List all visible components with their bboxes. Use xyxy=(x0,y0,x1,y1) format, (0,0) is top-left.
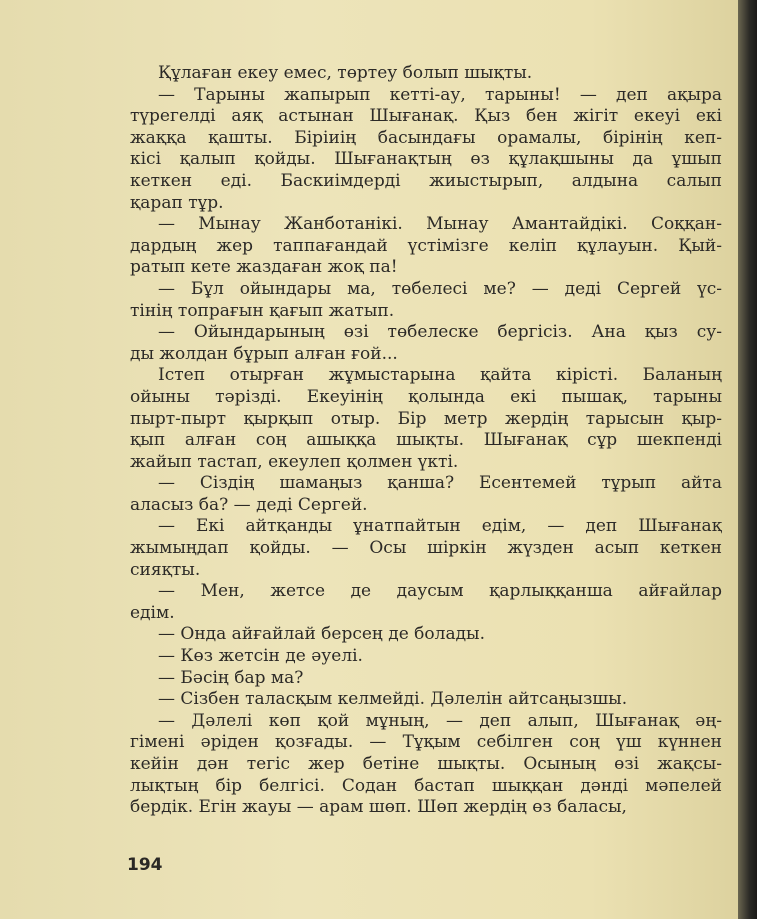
text-line: — Тарыны жапырып кетті-ау, тарыны! — деп ақыра xyxy=(158,84,722,105)
text-line: — Екі айтқанды ұнатпайтын едім, — деп Шығанақ xyxy=(158,516,722,537)
text-line: лықтың бір белгісі. Содан бастап шыққан дәнді мәпелей xyxy=(130,775,722,796)
text-line: — Ойындарының өзі төбелеске бергісіз. Ана қыз су- xyxy=(158,322,722,343)
paragraph xyxy=(130,279,722,322)
text-line: бердік. Егін жауы — арам шөп. Шөп жердің өз баласы, xyxy=(130,797,627,818)
page-edge xyxy=(738,0,757,919)
text-line: қарап тұр. xyxy=(130,192,224,213)
text-line: жайып тастап, екеулеп қолмен үкті. xyxy=(130,451,459,472)
text-line: жымыңдап қойды. — Осы шіркін жүзден асып кеткен xyxy=(130,538,722,559)
text-line: — Көз жетсін де әуелі. xyxy=(158,646,363,667)
text-line: пырт-пырт қырқып отыр. Бір метр жердің тарысын қыр- xyxy=(130,408,722,429)
paragraph xyxy=(130,322,722,365)
text-line: кеткен еді. Баскиімдерді жиыстырып, алдына салып xyxy=(130,170,722,191)
text-line: — Онда айғайлай берсең де болады. xyxy=(158,624,485,645)
text-line: түрегелді аяқ астынан Шығанақ. Қыз бен жігіт екеуі екі xyxy=(130,106,722,127)
paragraph xyxy=(130,516,722,581)
text-line: — Бұл ойындары ма, төбелесі ме? — деді Сергей үс- xyxy=(158,278,722,299)
paragraph xyxy=(130,85,722,215)
text-line: аласыз ба? — деді Сергей. xyxy=(130,494,368,515)
paragraph xyxy=(130,365,722,473)
text-line: — Сізбен таласқым келмейді. Дәлелін айтсаңызшы. xyxy=(158,689,628,710)
text-line: тінің топрағын қағып жатып. xyxy=(130,300,395,321)
paragraph xyxy=(130,711,722,819)
text-line: — Мен, жетсе де даусым қарлыққанша айғайлар xyxy=(158,581,722,602)
text-line: — Мынау Жанботанікі. Мынау Амантайдікі. Соққан- xyxy=(158,214,722,235)
text-line: қып алған соң ашыққа шықты. Шығанақ сұр шекпенді xyxy=(130,430,722,451)
text-line: дардың жер таппағандай үстімізге келіп құлауын. Қый- xyxy=(130,235,722,256)
text-line: сияқты. xyxy=(130,559,201,580)
paragraph xyxy=(130,581,722,624)
text-line: ратып кете жаздаған жоқ па! xyxy=(130,257,398,278)
text-line: — Дәлелі көп қой мұның, — деп алып, Шығанақ әң- xyxy=(158,710,722,731)
text-line: — Бәсің бар ма? xyxy=(158,667,304,688)
text-line: Істеп отырған жұмыстарына қайта кірісті. Баланың xyxy=(158,365,722,386)
paragraph xyxy=(130,624,722,646)
text-line: едім. xyxy=(130,602,175,623)
paragraph xyxy=(130,646,722,668)
text-line: ды жолдан бұрып алған ғой... xyxy=(130,343,398,364)
text-line: — Сіздің шамаңыз қанша? Есентемей тұрып айта xyxy=(158,473,722,494)
text-line: кісі қалып қойды. Шығанақтың өз құлақшыны да ұшып xyxy=(130,149,722,170)
text-line: Құлаған екеу емес, төртеу болып шықты. xyxy=(158,63,533,83)
text-line: жаққа қашты. Біріиің басындағы орамалы, бірінің кеп- xyxy=(130,127,722,148)
page-text xyxy=(130,63,722,819)
paragraph xyxy=(130,689,722,711)
page-number: 194 xyxy=(127,855,163,875)
paragraph xyxy=(130,668,722,690)
paragraph xyxy=(130,214,722,279)
text-line: кейін дән тегіс жер бетіне шықты. Осының өзі жақсы- xyxy=(130,754,722,774)
text-line: гімені әріден қозғады. — Тұқым себілген соң үш күннен xyxy=(130,732,722,753)
text-line: ойыны тәрізді. Екеуінің қолында екі пышақ, тарыны xyxy=(130,386,722,407)
paragraph xyxy=(130,473,722,516)
paragraph xyxy=(130,63,722,85)
